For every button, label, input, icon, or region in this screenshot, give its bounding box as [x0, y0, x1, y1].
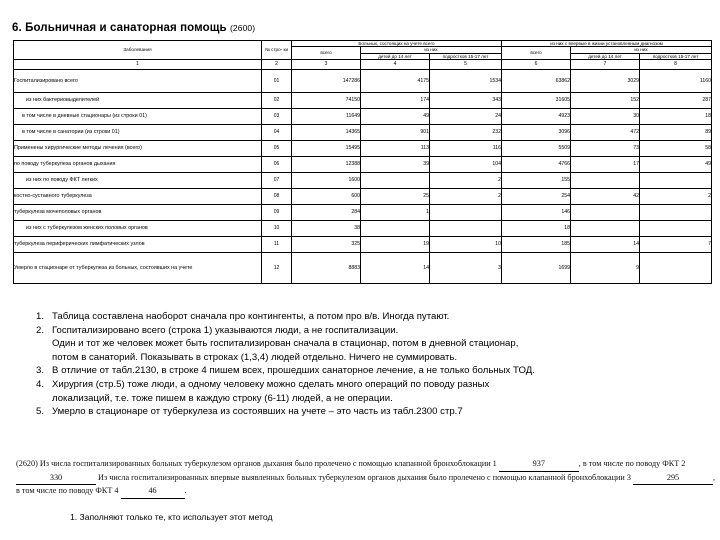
cell-value: 146 — [502, 204, 571, 220]
row-number: 02 — [262, 92, 292, 108]
cell-value: 254 — [502, 188, 571, 204]
cell-value: 9 — [571, 252, 640, 283]
cell-value: 104 — [430, 156, 502, 172]
colnum-5: 5 — [430, 59, 502, 69]
table-row — [14, 140, 712, 156]
cell-value: 901 — [361, 124, 430, 140]
cell-value: 10 — [430, 236, 502, 252]
page-title-code: (2600) — [230, 23, 256, 33]
note-number: 1. — [35, 311, 44, 322]
row-number: 12 — [262, 252, 292, 283]
row-number: 03 — [262, 108, 292, 124]
colnum-6: 6 — [502, 59, 571, 69]
subheader-total-new: всего — [502, 47, 571, 60]
cell-value: 12388 — [292, 156, 361, 172]
cell-value: 39 — [361, 156, 430, 172]
table-row — [14, 204, 712, 220]
cell-value: 1600 — [292, 172, 361, 188]
cell-value: 1699 — [502, 252, 571, 283]
cell-value — [361, 172, 430, 188]
table-row — [14, 220, 712, 236]
cell-value: 89 — [640, 124, 712, 140]
cell-value: 25 — [361, 188, 430, 204]
subheader-ofwhich-new: из них — [571, 47, 712, 53]
table-row — [14, 236, 712, 252]
cell-value: 42 — [571, 188, 640, 204]
table-row — [14, 92, 712, 108]
cell-value: 3096 — [502, 124, 571, 140]
colnum-8: 8 — [640, 59, 712, 69]
rownum-header: № стро- ки — [262, 41, 292, 60]
cell-value: 19 — [361, 236, 430, 252]
cell-value: 17 — [571, 156, 640, 172]
note-text: Хирургия (стр.5) тоже люди, а одному человеку можно сделать много операций по поводу разных — [52, 379, 490, 391]
colnum-1: 1 — [14, 59, 262, 69]
row-number: 10 — [262, 220, 292, 236]
form-table-container — [13, 40, 712, 284]
note-continuation: Один и тот же человек может быть госпитализирован сначала в стационар, потом в дневной стационар, — [52, 338, 519, 350]
cell-value: 174 — [361, 92, 430, 108]
cell-value: 18 — [502, 220, 571, 236]
note-text: Госпитализировано всего (строка 1) указываются люди, а не госпитализации. — [52, 324, 399, 336]
cell-value: 7 — [640, 236, 712, 252]
footnote-code: (2620) — [16, 459, 38, 468]
footnote-value-4[interactable]: 46 — [121, 485, 185, 499]
cell-value: 49 — [640, 156, 712, 172]
cell-value: 14 — [361, 252, 430, 283]
cell-value: 58 — [640, 140, 712, 156]
cell-value: 63862 — [502, 69, 571, 92]
cell-value: 30 — [571, 108, 640, 124]
cell-value: 74150 — [292, 92, 361, 108]
note-item — [18, 324, 718, 338]
table-row — [14, 172, 712, 188]
cell-value: 15495 — [292, 140, 361, 156]
colnum-4: 4 — [361, 59, 430, 69]
footnote-part4: , в том числе по поводу ФКТ — [16, 472, 716, 496]
subheader-total-registered: всего — [292, 47, 361, 60]
cell-value: 1 — [361, 204, 430, 220]
cell-value — [640, 252, 712, 283]
table-row — [14, 188, 712, 204]
page-title-text: 6. Больничная и санаторная помощь — [12, 22, 227, 34]
cell-value: 4175 — [361, 69, 430, 92]
footnote-part5: . — [184, 486, 187, 496]
cell-value: 11649 — [292, 108, 361, 124]
footnote-value-3[interactable]: 295 — [633, 472, 713, 486]
row-label: в том числе в дневные стационары (из строки 01) — [14, 108, 262, 124]
cell-value: 31605 — [502, 92, 571, 108]
cell-value — [361, 220, 430, 236]
note-item — [18, 405, 718, 419]
cell-value: 155 — [502, 172, 571, 188]
row-number: 04 — [262, 124, 292, 140]
subheader-teens-registered: подростков 15-17 лет — [430, 53, 502, 59]
cell-value — [571, 204, 640, 220]
cell-value: 113 — [361, 140, 430, 156]
form-table — [13, 40, 712, 284]
row-label: из них по поводу ФКТ легких — [14, 172, 262, 188]
note-number: 2. — [35, 324, 44, 336]
cell-value: 325 — [292, 236, 361, 252]
cell-value: 116 — [430, 140, 502, 156]
cell-value: 2 — [430, 172, 502, 188]
cell-value: 8883 — [292, 252, 361, 283]
row-label: Госпитализировано всего — [14, 69, 262, 92]
subheader-children-registered: детей до 14 лет — [361, 53, 430, 59]
cell-value: 284 — [292, 204, 361, 220]
subheader-ofwhich-registered: из них — [361, 47, 502, 53]
row-label: туберкулеза мочеполовых органов — [14, 204, 262, 220]
cell-value — [640, 204, 712, 220]
column-number-row — [14, 59, 712, 69]
page-title — [12, 22, 255, 34]
note-item — [18, 378, 718, 392]
cell-value: 472 — [571, 124, 640, 140]
table-row — [14, 124, 712, 140]
footnote-part2: , в том числе по поводу ФКТ — [578, 459, 680, 468]
table-row — [14, 69, 712, 92]
cell-value: 3 — [430, 252, 502, 283]
table-row — [14, 108, 712, 124]
row-number: 05 — [262, 140, 292, 156]
cell-value: 14365 — [292, 124, 361, 140]
row-number: 09 — [262, 204, 292, 220]
cell-value: 2 — [640, 188, 712, 204]
cell-value: 24 — [430, 108, 502, 124]
note-continuation: потом в санаторий. Показывать в строках (1,3,4) людей отдельно. Ничего не суммировать. — [52, 351, 458, 363]
cell-value: 4766 — [502, 156, 571, 172]
note-text: Таблица составлена наоборот сначала про контингенты, а потом про в/в. Иногда путают. — [52, 311, 450, 322]
row-number: 01 — [262, 69, 292, 92]
note-number: 5. — [35, 406, 44, 418]
header-row-groups — [14, 41, 712, 47]
note-continuation: локализаций, т.е. тоже пишем в каждую строку (6-11) людей, а не операции. — [52, 392, 393, 404]
cell-value: 14 — [571, 236, 640, 252]
note-item — [18, 364, 718, 378]
row-number: 06 — [262, 156, 292, 172]
row-label: Применены хирургические методы лечения (всего) — [14, 140, 262, 156]
footnote-marker-3: 3 — [626, 472, 631, 482]
footnote-part1: Из числа госпитализированных больных туберкулезом органов дыхания было пролечено с помощью клапанной бронхоблокации — [39, 459, 491, 468]
cell-value: 3029 — [571, 69, 640, 92]
table-row — [14, 252, 712, 283]
footnote-block — [16, 458, 716, 499]
cell-value: 2 — [430, 188, 502, 204]
colnum-2: 2 — [262, 59, 292, 69]
cell-value: 1534 — [430, 69, 502, 92]
note-number: 4. — [35, 379, 44, 391]
colnum-7: 7 — [571, 59, 640, 69]
row-label: Умерло в стационаре от туберкулеза из больных, состоявших на учете — [14, 252, 262, 283]
subheader-teens-new: подростков 15-17 лет — [640, 53, 712, 59]
cell-value — [640, 220, 712, 236]
row-label: из них с туберкулезом женских половых органов — [14, 220, 262, 236]
table-head — [14, 41, 712, 70]
stub-header: Заболевания — [14, 41, 262, 60]
row-number: 11 — [262, 236, 292, 252]
colnum-3: 3 — [292, 59, 361, 69]
cell-value: 1160 — [640, 69, 712, 92]
footnote-marker-2: 2 — [681, 459, 686, 468]
table-body — [14, 69, 712, 283]
cell-value: 49 — [361, 108, 430, 124]
cell-value: 600 — [292, 188, 361, 204]
cell-value — [430, 204, 502, 220]
footnote-value-1[interactable]: 937 — [499, 458, 579, 472]
row-label: по поводу туберкулеза органов дыхания — [14, 156, 262, 172]
cell-value — [571, 172, 640, 188]
cell-value: 185 — [502, 236, 571, 252]
cell-value: 73 — [571, 140, 640, 156]
note-number: 3. — [35, 365, 44, 377]
notes-list — [18, 310, 718, 419]
cell-value: 232 — [430, 124, 502, 140]
row-label: из них бактериовыделителей — [14, 92, 262, 108]
cell-value: 147286 — [292, 69, 361, 92]
row-number: 08 — [262, 188, 292, 204]
footnote-marker-4: 4 — [114, 486, 119, 496]
cell-value: 4923 — [502, 108, 571, 124]
cell-value — [571, 220, 640, 236]
cell-value: 343 — [430, 92, 502, 108]
bottom-note: 1. Заполняют только те, кто использует этот метод — [70, 512, 273, 522]
row-label: костно-суставного туберкулеза — [14, 188, 262, 204]
cell-value: 152 — [571, 92, 640, 108]
table-row — [14, 156, 712, 172]
cell-value: 287 — [640, 92, 712, 108]
footnote-part3: Из числа госпитализированных впервые выявленных больных туберкулезом органов дыхания было пролечено с помощью клапанной бронхоблокации — [98, 472, 625, 482]
row-label: в том числе в санатории (из строки 01) — [14, 124, 262, 140]
cell-value: 5509 — [502, 140, 571, 156]
note-text: Умерло в стационаре от туберкулеза из состоявших на учете – это часть из табл.2300 стр.7 — [52, 406, 463, 418]
cell-value — [430, 220, 502, 236]
subheader-children-new: детей до 14 лет — [571, 53, 640, 59]
cell-value: 38 — [292, 220, 361, 236]
note-text: В отличие от табл.2130, в строке 4 пишем всех, прошедших санаторное лечение, а не только больных ТОД. — [52, 365, 535, 377]
cell-value: 18 — [640, 108, 712, 124]
cell-value — [640, 172, 712, 188]
group-header-new-diagnosis: из них с впервые в жизни установленным диагнозом — [502, 41, 712, 47]
note-item — [18, 310, 718, 324]
row-number: 07 — [262, 172, 292, 188]
footnote-value-2[interactable]: 330 — [16, 472, 96, 486]
row-label: туберкулеза периферических лимфатических узлов — [14, 236, 262, 252]
group-header-registered: Больных, состоящих на учете всего — [292, 41, 502, 47]
footnote-marker-1: 1 — [492, 459, 497, 468]
